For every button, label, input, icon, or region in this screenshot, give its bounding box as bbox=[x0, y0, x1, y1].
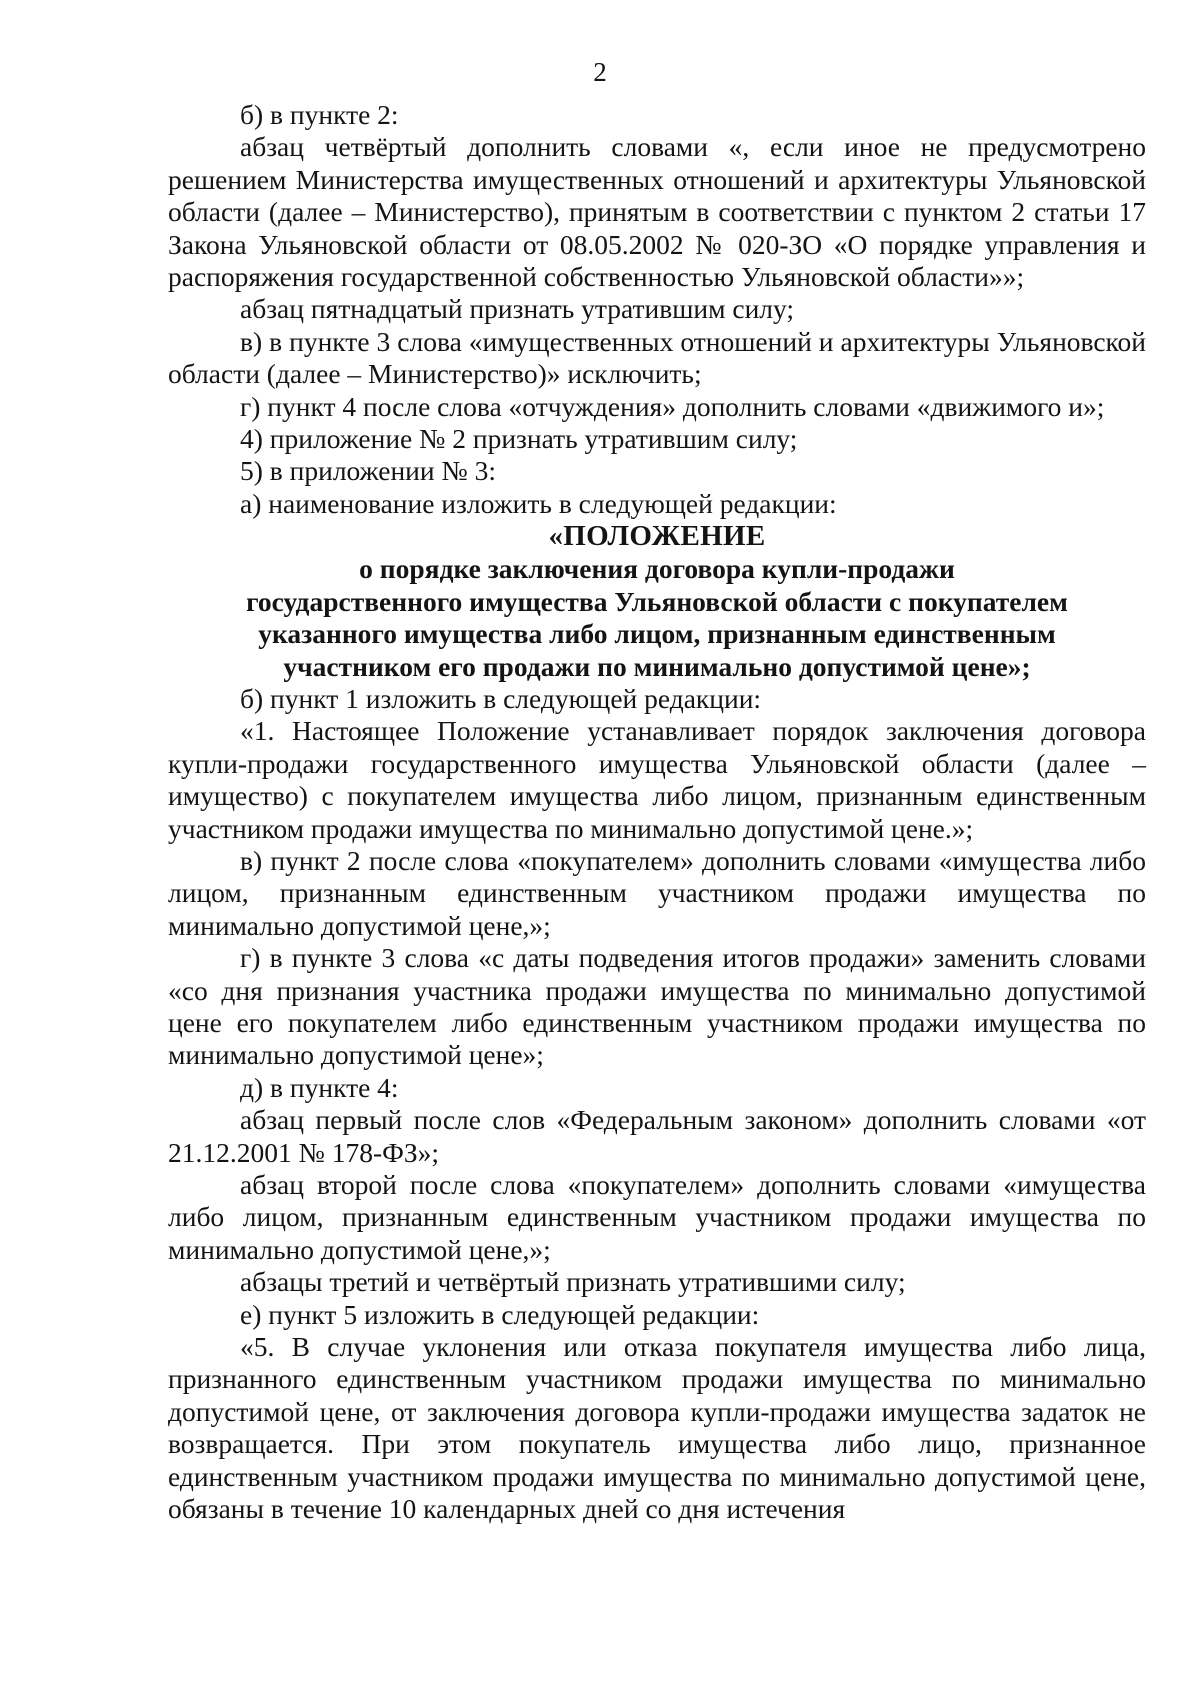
paragraph: 5) в приложении № 3: bbox=[240, 455, 496, 487]
paragraph: в) пункт 2 после слова «покупателем» дополнить словами «имущества либо лицом, признанным единственным участником продажи имущества по минимально допустимой цене,»; bbox=[168, 844, 1146, 941]
heading-line: государственного имущества Ульяновской области с покупателем bbox=[246, 585, 1068, 617]
paragraph: д) в пункте 4: bbox=[240, 1071, 399, 1103]
heading-line: участником его продажи по минимально допустимой цене»; bbox=[283, 650, 1031, 682]
paragraph: «1. Настоящее Положение устанавливает порядок заключения договора купли-продажи государственного имущества Ульяновской области (далее – имущество) с покупателем имущества либо лицом, признанным единственным участником продажи имущества по минимально допустимой цене.»; bbox=[168, 715, 1146, 844]
document-heading bbox=[168, 520, 1146, 683]
heading-line: о порядке заключения договора купли-продажи bbox=[359, 553, 955, 585]
paragraph: б) в пункте 2: bbox=[240, 99, 399, 130]
paragraph: абзац пятнадцатый признать утратившим силу; bbox=[240, 293, 795, 325]
paragraph: абзац четвёртый дополнить словами «, если иное не предусмотрено решением Министерства имущественных отношений и архитектуры Ульяновской области (далее – Министерство), принятым в соответствии с пунктом 2 статьи 17 Закона Ульяновской области от 08.05.2002 № 020-ЗО «О порядке управления и распоряжения государственной собственностью Ульяновской области»»; bbox=[168, 131, 1146, 293]
paragraph: г) пункт 4 после слова «отчуждения» дополнить словами «движимого и»; bbox=[240, 390, 1105, 422]
paragraph: а) наименование изложить в следующей редакции: bbox=[240, 487, 837, 519]
heading-title: «ПОЛОЖЕНИЕ bbox=[548, 520, 766, 553]
paragraph: абзац второй после слова «покупателем» дополнить словами «имущества либо лицом, признанным единственным участником продажи имущества по минимально допустимой цене,»; bbox=[168, 1169, 1146, 1265]
paragraph: абзацы третий и четвёртый признать утратившими силу; bbox=[240, 1266, 906, 1298]
paragraph: б) пункт 1 изложить в следующей редакции: bbox=[240, 682, 762, 714]
paragraph: 4) приложение № 2 признать утратившим силу; bbox=[240, 423, 798, 455]
document-body bbox=[168, 99, 1146, 1525]
paragraph: «5. В случае уклонения или отказа покупателя имущества либо лица, признанного единственным участником продажи имущества по минимально допустимой цене, от заключения договора купли-продажи имущества задаток не возвращается. При этом покупатель имущества либо лицо, признанное единственным участником продажи имущества по минимально допустимой цене, обязаны в течение 10 календарных дней со дня истечения bbox=[168, 1331, 1146, 1525]
paragraph: е) пункт 5 изложить в следующей редакции: bbox=[240, 1298, 760, 1330]
paragraph: в) в пункте 3 слова «имущественных отношений и архитектуры Ульяновской области (далее – Министерство)» исключить; bbox=[168, 325, 1146, 390]
page-number: 2 bbox=[593, 57, 607, 87]
paragraph: абзац первый после слов «Федеральным законом» дополнить словами «от 21.12.2001 № 178-ФЗ»; bbox=[168, 1104, 1146, 1168]
paragraph: г) в пункте 3 слова «с даты подведения итогов продажи» заменить словами «со дня признания участника продажи имущества по минимально допустимой цене его покупателем либо единственным участником продажи имущества по минимально допустимой цене»; bbox=[168, 942, 1146, 1071]
heading-line: указанного имущества либо лицом, признанным единственным bbox=[258, 618, 1056, 650]
